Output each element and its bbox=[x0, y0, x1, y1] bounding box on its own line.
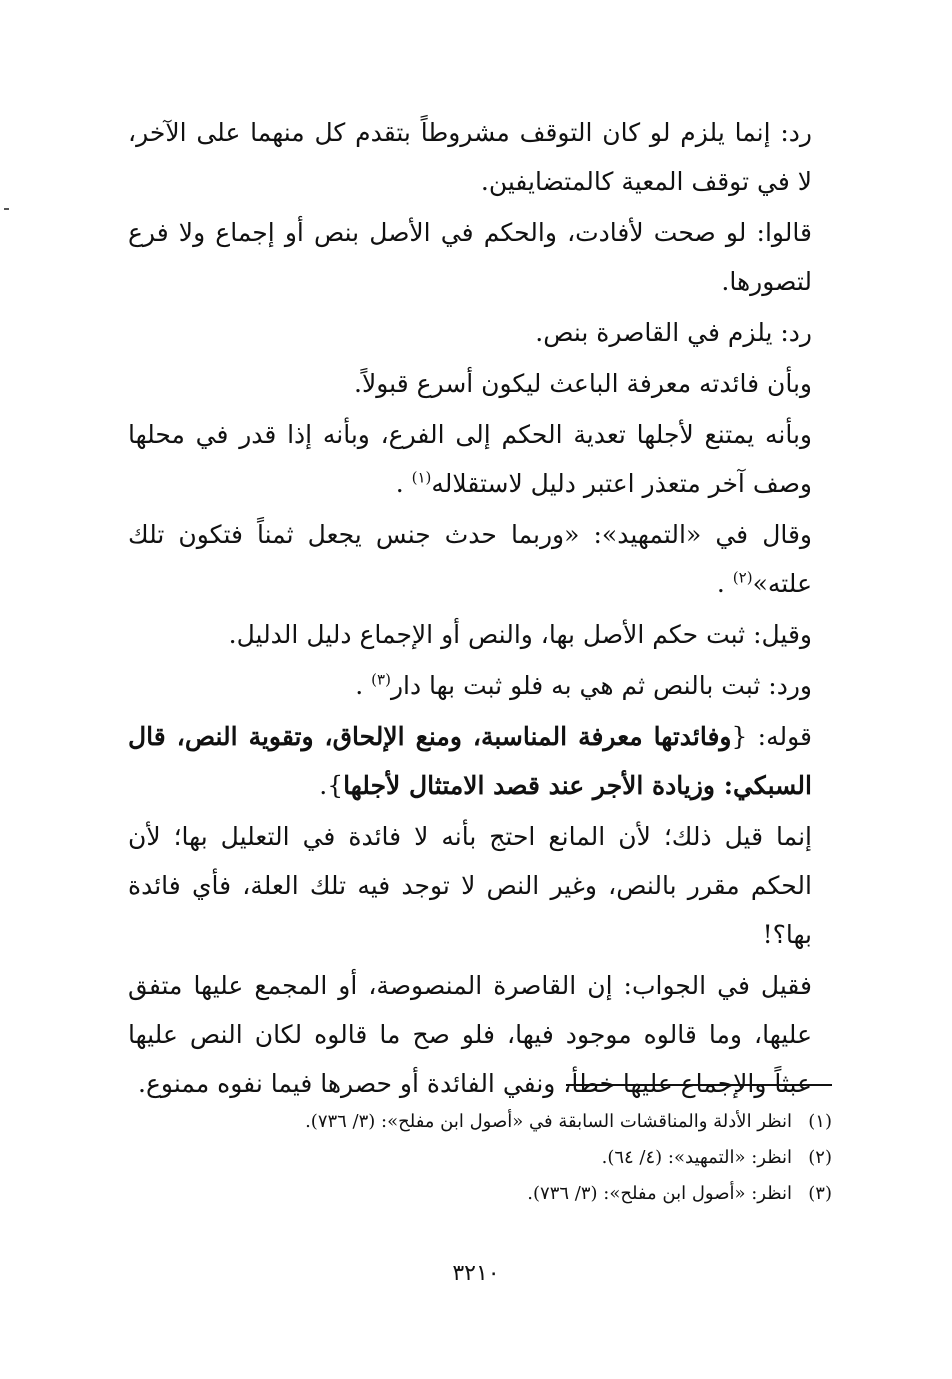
paragraph-11: فقيل في الجواب: إن القاصرة المنصوصة، أو المجمع عليها متفق عليها، وما قالوه موجود فيها، فلو صح ما قالوه لكان النص عليها عبثاً والإجماع عليها خطأ، ونفي الفائدة أو حصرها فيما نفوه ممنوع. bbox=[128, 971, 812, 1098]
paragraph-4: وبأن فائدته معرفة الباعث ليكون أسرع قبولاً. bbox=[354, 369, 812, 398]
footnote-2 bbox=[200, 1140, 832, 1176]
paragraph-6 bbox=[128, 510, 812, 608]
footnote-3 bbox=[200, 1176, 832, 1212]
paragraph-5-end: . bbox=[395, 469, 404, 498]
scan-edge-mark bbox=[4, 208, 9, 210]
paragraph-10: إنما قيل ذلك؛ لأن المانع احتج بأنه لا فائدة في التعليل بها؛ لأن الحكم مقرر بالنص، وغير النص لا توجد فيه تلك العلة، فأي فائدة بها؟! bbox=[128, 822, 812, 949]
footnote-3-text: انظر: «أصول ابن مفلح»: (٣/ ٧٣٦). bbox=[527, 1183, 792, 1204]
paragraph-9-end: }. bbox=[319, 771, 344, 800]
paragraph-2: قالوا: لو صحت لأفادت، والحكم في الأصل بنص أو إجماع ولا فرع لتصورها. bbox=[128, 218, 812, 296]
footnote-ref-1: (١) bbox=[411, 468, 432, 487]
paragraph-5 bbox=[128, 410, 812, 508]
footnote-1-text: انظر الأدلة والمناقشات السابقة في «أصول ابن مفلح»: (٣/ ٧٣٦). bbox=[305, 1111, 792, 1132]
paragraph-9-lead: قوله: { bbox=[731, 722, 812, 751]
footnote-1-number: (١) bbox=[808, 1111, 832, 1132]
paragraph-9 bbox=[128, 712, 812, 810]
footnote-1 bbox=[200, 1104, 832, 1140]
paragraph-6-text: وقال في «التمهيد»: «وربما حدث جنس يجعل ثمناً فتكون تلك علته» bbox=[128, 520, 812, 598]
footnote-ref-2: (٢) bbox=[732, 568, 753, 587]
footnote-2-number: (٢) bbox=[808, 1147, 832, 1168]
paragraph-5-text: وبأنه يمتنع لأجلها تعدية الحكم إلى الفرع، وبأنه إذا قدر في محلها وصف آخر متعذر اعتبر دليل لاستقلاله bbox=[128, 420, 812, 498]
paragraph-1: رد: إنما يلزم لو كان التوقف مشروطاً بتقدم كل منهما على الآخر، لا في توقف المعية كالمتضايفين. bbox=[128, 118, 812, 196]
page-number: ٣٢١٠ bbox=[452, 1261, 500, 1286]
main-text bbox=[128, 108, 812, 1110]
paragraph-9-quoted-matn: وفائدتها معرفة المناسبة، ومنع الإلحاق، وتقوية النص، قال السبكي: وزيادة الأجر عند قصد الامتثال لأجلها bbox=[128, 722, 812, 800]
paragraph-3: رد: يلزم في القاصرة بنص. bbox=[535, 318, 812, 347]
footnote-divider bbox=[566, 1084, 832, 1086]
paragraph-8-end: . bbox=[355, 671, 364, 700]
paragraph-8 bbox=[128, 661, 812, 710]
paragraph-7: وقيل: ثبت حكم الأصل بها، والنص أو الإجماع دليل الدليل. bbox=[228, 620, 812, 649]
paragraph-8-text: ورد: ثبت بالنص ثم هي به فلو ثبت بها دار bbox=[390, 671, 812, 700]
footnote-ref-3: (٣) bbox=[371, 670, 391, 689]
footnote-2-text: انظر: «التمهيد»: (٤/ ٦٤). bbox=[601, 1147, 792, 1168]
footnotes bbox=[200, 1104, 832, 1212]
footnote-3-number: (٣) bbox=[808, 1183, 832, 1204]
paragraph-6-end: . bbox=[716, 569, 725, 598]
